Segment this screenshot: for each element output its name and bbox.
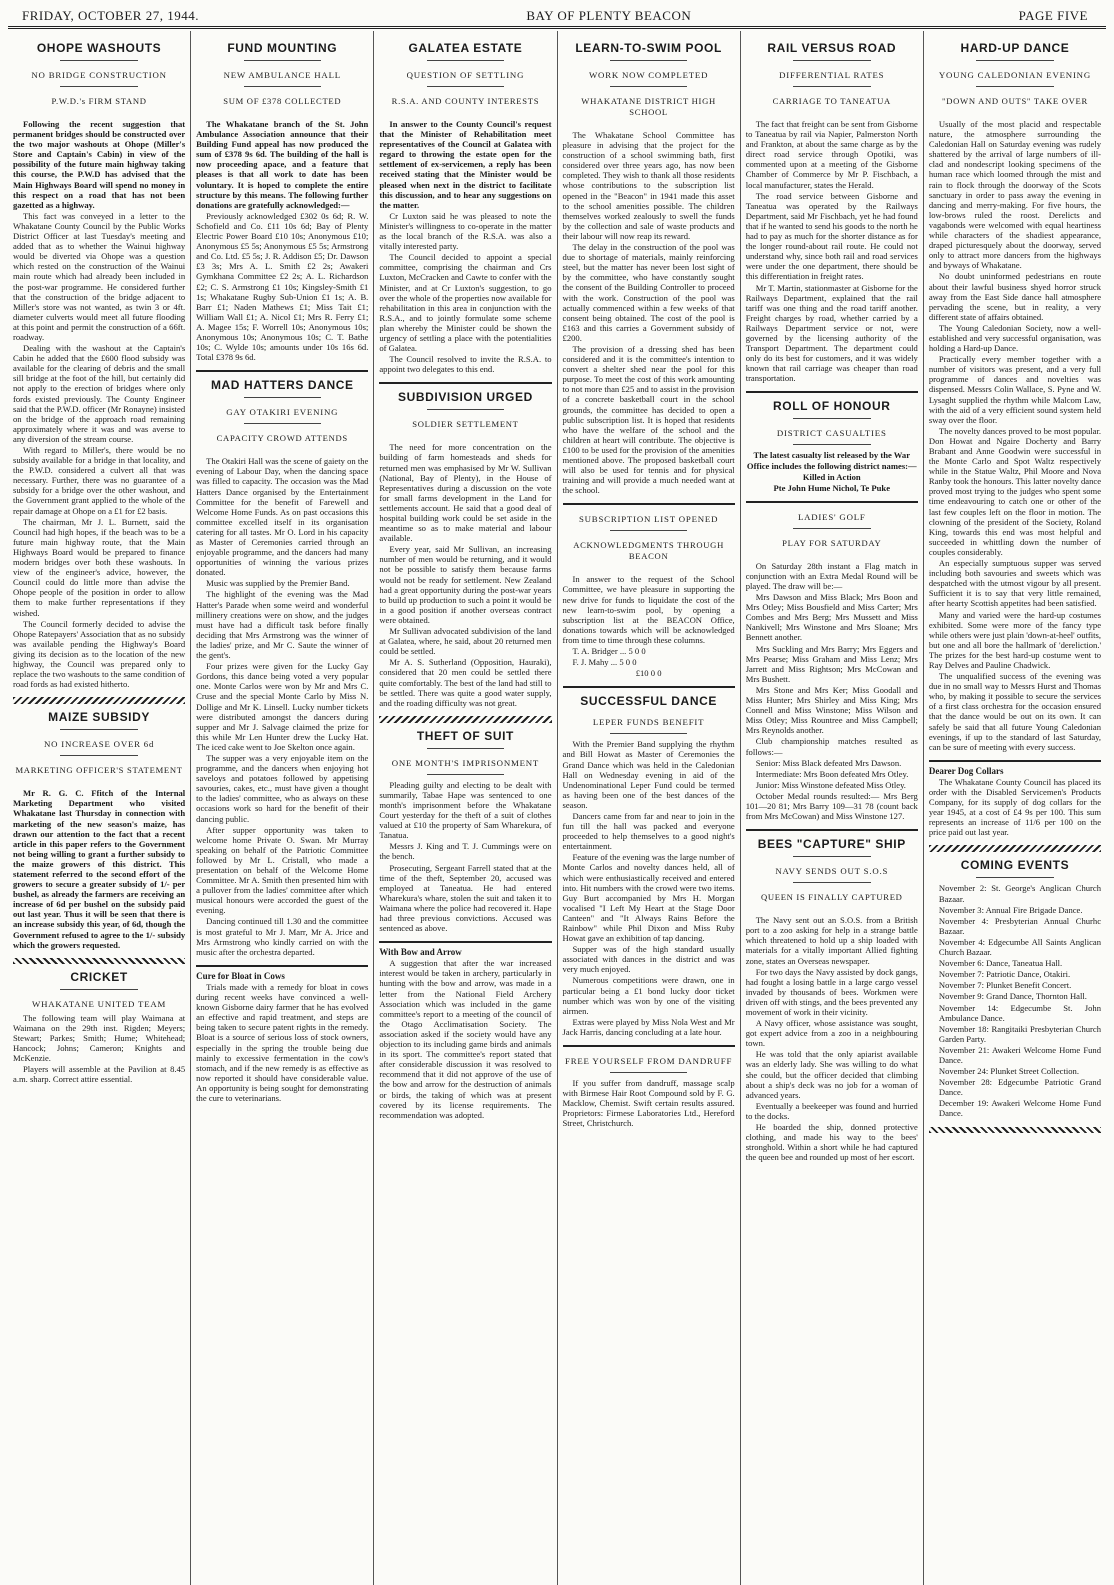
donation-line: F. J. Mahy ... 5 0 0 bbox=[572, 657, 637, 668]
section-divider bbox=[13, 958, 185, 964]
headline-theft-of-suit: THEFT OF SUIT bbox=[416, 728, 514, 743]
lead-paragraph: The latest casualty list released by the War Office includes the following district names:— bbox=[746, 450, 917, 471]
small-headline: With Bow and Arrow bbox=[379, 947, 462, 958]
paragraph: Mrs Dawson and Miss Black; Mrs Boon and Mrs Otley; Miss Bousfield and Miss Carter; Mrs Combes and Mrs Berg; Mrs Mussett and Miss Nankivell; Mrs Winstone and Mrs Sloane; Mrs Bennett another. bbox=[745, 592, 918, 643]
subhead: DIFFERENTIAL RATES bbox=[779, 70, 885, 80]
headline-subscription-list: SUBSCRIPTION LIST OPENED bbox=[578, 514, 719, 525]
event-item: November 4: Edgecumbe All Saints Anglican Church Bazaar. bbox=[938, 936, 1102, 958]
donation-total: £10 0 0 bbox=[635, 668, 662, 679]
headline-maize-subsidy: MAIZE SUBSIDY bbox=[48, 710, 150, 725]
subhead: MARKETING OFFICER'S STATEMENT bbox=[15, 765, 183, 776]
section-divider bbox=[379, 382, 551, 384]
paragraph: Senior: Miss Black defeated Mrs Dawson. bbox=[755, 757, 902, 768]
lead-paragraph: The Whakatane branch of the St. John Ambulance Association announce that their Building Fund appeal has now produced the sum of £378 9s 6d. The building of the hall is now proceeding apace, and a feature that pleases is that all work to date has been voluntary. It is hoped to complete the entire structure by this means. The following further donations are gratefully acknowledged:— bbox=[196, 119, 369, 210]
column-2 bbox=[191, 31, 374, 1585]
divider bbox=[60, 86, 137, 87]
paragraph: Junior: Miss Winstone defeated Miss Otley. bbox=[755, 779, 906, 790]
subhead: ACKNOWLEDGMENTS THROUGH BEACON bbox=[573, 540, 724, 562]
events-list bbox=[929, 883, 1101, 1118]
divider bbox=[610, 60, 687, 61]
paragraph: This fact was conveyed in a letter to the Whakatane County Council by the Public Works District Officer at last Tuesday's meeting and added that as to whether the Wainui highway would be diverted via Ohope was a question which rested on the construction of the Wainui main route which had already been included in the post-war programme. He considered further that the construction of the bridge adjacent to Miller's store was not wanted, as twin 3 or 4ft. diameter culverts would meet all future flooding at this point and permit the construction of a 66ft. roadway. bbox=[13, 210, 186, 342]
divider bbox=[793, 60, 870, 61]
divider bbox=[610, 530, 687, 531]
paragraph: The highlight of the evening was the Mad Hatter's Parade when some weird and wonderful millinery creations were on show, and the judges must have had a difficult task before finally deciding that Mrs Armstrong was the winner of the ladies' prize, and Mr C. Saute the winner of the gent's. bbox=[196, 589, 369, 661]
paragraph: Mrs Suckling and Mrs Barry; Mrs Eggers and Mrs Pearse; Miss Graham and Miss Lenz; Mrs Jarrett and Miss Rightson; Mrs McCowan and Mrs Bushett. bbox=[745, 643, 918, 684]
divider bbox=[976, 877, 1053, 878]
headline-cricket: CRICKET bbox=[70, 969, 128, 984]
section-divider bbox=[929, 845, 1101, 852]
subhead: WORK NOW COMPLETED bbox=[588, 70, 709, 80]
small-headline: Dearer Dog Collars bbox=[928, 765, 1004, 776]
paragraph: The Council decided to appoint a special committee, comprising the chairman and Crs Luxton, McCracken and Cawte to confer with the Minister, and at Cr Luxton's suggestion, to go over the whole of the properties now available for rehabilitation in this area in conjunction with the R.S.A., and to jointly formulate some scheme plan whereby the Minister could be shown the urgency of settling a place with the potentialities of Galatea. bbox=[379, 252, 552, 354]
headline-coming-events: COMING EVENTS bbox=[960, 858, 1070, 873]
donation-line: T. A. Bridger ... 5 0 0 bbox=[572, 646, 646, 657]
paragraph: The delay in the construction of the pool was due to shortage of materials, mainly reinforcing steel, but the matter has never been lost sight of by the committee, who have constantly sought the consent of the Building Controller to proceed with the work. Construction of the pool was actually commenced within a few weeks of that consent being obtained. The cost of the pool is £163 and this carries a Government subsidy of £200. bbox=[562, 242, 735, 343]
subhead: YOUNG CALEDONIAN EVENING bbox=[938, 70, 1091, 80]
subhead: NO BRIDGE CONSTRUCTION bbox=[31, 70, 167, 80]
paragraph: With the Premier Band supplying the rhythm and Bill Howat as Master of Ceremonies the Grand Dance which was held in the Caledonian Hall on Wednesday evening in aid of the Undenominational Leper Fund could be termed as having been one of the best dances of the season. bbox=[562, 739, 735, 810]
issue-date: FRIDAY, OCTOBER 27, 1944. bbox=[22, 8, 199, 23]
event-item: November 21: Awakeri Welcome Home Fund Dance. bbox=[938, 1044, 1102, 1065]
paragraph: Pleading guilty and electing to be dealt with summarily, Tabae Hape was sentenced to one month's imprisonment before the Whakatane Court yesterday for the theft of a suit of clothes valued at £10 the property of Sam Wharekura, of Tanatua. bbox=[379, 779, 552, 841]
subhead: NEW AMBULANCE HALL bbox=[223, 70, 341, 80]
subhead: CAPACITY CROWD ATTENDS bbox=[216, 433, 348, 444]
paragraph: An especially sumptuous supper was served including both savouries and sweets which was despatched with the utmost vigour by all present. Sufficient it is to say that very little remained, after hearty Scottish appetites had been satisfied. bbox=[928, 558, 1102, 609]
column-grid bbox=[8, 31, 1106, 1585]
paragraph: Usually of the most placid and respectable nature, the atmosphere surrounding the Caledonian Hall on Saturday evening was rudely shattered by the arrival of large numbers of ill-clad and nondescript looking specimens of the human race which loomed through the mist and rain to flock through the doorway of the Scots sanctuary in order to pass away the evening in dancing and merry-making. For five hours, the low-brows ruled the roost. Derelicts and vagabonds were welcomed with equal heartiness while characters of the shadiest appearance, draped picturesquely about the doorway, served only to attract more dancers from the highways and byways of Whakatane. bbox=[928, 119, 1102, 271]
paragraph: Previously acknowledged £302 0s 6d; R. W. Schofield and Co. £11 10s 6d; Bay of Plenty Electric Power Board £10 10s; Anonymous £10; Anonymous £5 5s; Anonymous £5 5s; Armstrong and Co. Ltd. £5 5s; J. R. Addison £5; Dr. Dawson £3 3s; Mrs A. L. Smith £2 2s; Awakeri Gymkhana Committee £2 2s; A. L. Richardson £2; C. S. Armstrong £1 10s; Kingsley-Smith £1 1s; Whakatane Rugby Sub-Union £1 1s; A. B. Barr £1; Naden Mathews £1; Miss Tait £1; William Wall £1; A. Nicol £1; Mrs R. Ferry £1; A. Magee 15s; F. Worrell 10s; Anonymous 10s; Anonymous 10s; Anonymous 10s; C. T. Bathe 10s; C. Wylde 10s; amounts under 10s 16s 6d. Total £378 9s 6d. bbox=[196, 210, 369, 363]
headline-dandruff-ad: FREE YOURSELF FROM DANDRUFF bbox=[565, 1056, 733, 1067]
paragraph: Mr T. Martin, stationmaster at Gisborne for the Railways Department, explained that the rail tariff was one thing and the road tariff another. Freight charges by road, whether carried by a Railways Department service or not, were governed by the licensing authority of the Transport Department. The department could only do its best for customers, and it was widely known that rail carriage was cheaper than road transportation. bbox=[745, 282, 918, 384]
paragraph: If you suffer from dandruff, massage scalp with Birmese Hair Root Compound sold by F. G. Macklow, Chemist. Swift certain results assured. Proprietors: Firmese Laboratories Ltd., Hereford Street, Christchurch. bbox=[562, 1078, 735, 1129]
section-divider bbox=[563, 503, 735, 505]
divider bbox=[976, 60, 1053, 61]
subhead: "DOWN AND OUTS" TAKE OVER bbox=[942, 96, 1088, 106]
paragraph: Practically every member together with a number of visitors was present, and a very full programme of dances and novelties was dispensed. Messrs Colin Wallace, S. Pyne and W. Lysaght supplied the rhythm while Malcom Law, with the aid of a very efficient sound system held sway over the floor. bbox=[928, 354, 1102, 425]
divider bbox=[60, 755, 137, 756]
headline-hard-up-dance: HARD-UP DANCE bbox=[960, 41, 1070, 55]
small-headline: Cure for Bloat in Cows bbox=[196, 970, 285, 981]
divider bbox=[244, 86, 321, 87]
event-item: November 18: Rangitaiki Presbyterian Church Garden Party. bbox=[938, 1023, 1102, 1044]
divider bbox=[244, 423, 321, 424]
divider bbox=[60, 729, 137, 730]
divider bbox=[60, 989, 137, 990]
page-number: PAGE FIVE bbox=[1018, 8, 1088, 23]
column-3 bbox=[374, 31, 557, 1585]
paragraph: Numerous competitions were drawn, one in particular being a £1 bond lucky door ticket number which was won by one of the visiting airmen. bbox=[562, 975, 735, 1016]
section-divider bbox=[929, 760, 1101, 762]
divider bbox=[793, 856, 870, 857]
masthead bbox=[8, 4, 1106, 29]
divider bbox=[427, 774, 504, 775]
section-divider bbox=[746, 391, 918, 393]
column-1 bbox=[8, 31, 191, 1585]
divider bbox=[244, 397, 321, 398]
subhead: R.S.A. AND COUNTY INTERESTS bbox=[391, 96, 540, 106]
section-divider bbox=[379, 716, 551, 723]
divider bbox=[427, 86, 504, 87]
divider bbox=[793, 444, 870, 445]
headline-bees-capture-ship: BEES "CAPTURE" SHIP bbox=[757, 837, 906, 852]
lead-paragraph: Mr R. G. C. Ffitch of the Internal Marketing Department who visited Whakatane last Thursday in connection with marketing of the new season's maize, has drawn our attention to the fact that a recent article in this paper refers to the Government not being willing to grant a further subsidy to the maize growers of this district. This statement referred to the second effort of the growers to secure a greater subsidy of 1/- per bushel, as already the farmers are receiving an increase of 6d per bushel on the subsidy paid out last year. Thus it will be seen that there is an increase subsidy this year, of 6d, though the Government refused to agree to the 1/- subsidy which the growers requested. bbox=[13, 788, 186, 950]
section-divider bbox=[746, 501, 918, 503]
event-item: November 7: Patriotic Dance, Otakiri. bbox=[938, 969, 1071, 980]
casualty-name: Pte John Hume Nichol, Te Puke bbox=[773, 482, 891, 493]
paragraph: The need for more concentration on the building of farm homesteads and sheds for returned men was emphasised by Mr W. Sullivan (National, Bay of Plenty), in the House of Representatives during a discussion on the vote for small farms development in the Land for settlements account. He said that a good deal of hospital building work could be set aside in the meantime so as to make material and labour available. bbox=[379, 442, 552, 544]
divider bbox=[244, 60, 321, 61]
headline-subdivision-urged: SUBDIVISION URGED bbox=[397, 390, 533, 405]
lead-paragraph: Following the recent suggestion that permanent bridges should be constructed over the two major washouts at Ohope (Miller's Store and Captain's Cabin) in view of the possibility of the future main highway taking this course, the P.W.D has advised that the Main Highways Board will spend no money in this respect on a road that has not been gazetted as a highway. bbox=[13, 119, 186, 210]
paragraph: A Navy officer, whose assistance was sought, got expert advice from a zoo in a neighbouring town. bbox=[745, 1018, 918, 1049]
divider bbox=[427, 409, 504, 410]
paragraph: The fact that freight can be sent from Gisborne to Taneatua by rail via Napier, Palmerston North and Frankton, at about the same charge as by the direct road service through Opotiki, was commented upon at a meeting of the Gisborne Chamber of Commerce by Mr P. Fischbach, a local manufacturer, states the Herald. bbox=[745, 119, 918, 190]
divider bbox=[60, 60, 137, 61]
paragraph: Cr Luxton said he was pleased to note the Minister's willingness to co-operate in the matter as the local branch of the R.S.A. was also a vitally interested party. bbox=[379, 210, 552, 252]
event-item: December 19: Awakeri Welcome Home Fund Dance. bbox=[938, 1098, 1102, 1119]
event-item: November 4: Presbyterian Annual Churhc Bazaar. bbox=[938, 915, 1102, 936]
section-divider bbox=[746, 829, 918, 831]
event-item: November 6: Dance, Taneatua Hall. bbox=[938, 958, 1063, 969]
paragraph: The Otakiri Hall was the scene of gaiety on the evening of Labour Day, when the dancing space was filled to capacity. The occasion was the Mad Hatters Dance organised by the Entertainment Committee for the benefit of Farewell and Welcome Home Funds. As on past occasions this committee excelled itself in its organisation catering for all tastes. Mr O. Lord in his capacity as Master of Ceremonies carried through an enjoyable programme, and the dancers had many opportunities of winning the various prizes donated. bbox=[196, 456, 369, 578]
event-item: November 24: Plunket Street Collection. bbox=[938, 1066, 1079, 1077]
paragraph: The chairman, Mr J. L. Burnett, said the Council had high hopes, if the beach was to be a future main highway route, that the Main Highways Board would be prepared to finance modern bridges over both these washouts. In view of the engineer's advice, however, the Council could do little more than advise the Ohope people of the position in order to allow them to make further representations if they wished. bbox=[13, 516, 186, 618]
paragraph: Mr A. S. Sutherland (Opposition, Hauraki), considered that 20 men could be settled there quite comfortably. The best of the land had still to be settled. There was quite a good water supply, and the roading difficulty was not great. bbox=[379, 657, 552, 708]
paragraph: Intermediate: Mrs Boon defeated Mrs Otley. bbox=[755, 768, 909, 779]
headline-successful-dance: SUCCESSFUL DANCE bbox=[580, 694, 717, 709]
section-divider bbox=[196, 370, 368, 372]
divider bbox=[610, 733, 687, 734]
paragraph: On Saturday 28th instant a Flag match in conjunction with an Extra Medal Round will be played. The draw will be:— bbox=[745, 560, 918, 591]
divider bbox=[793, 528, 870, 529]
subhead: NAVY SENDS OUT S.O.S bbox=[775, 866, 889, 877]
paragraph: Dancers came from far and near to join in the fun till the hall was packed and everyone proceeded to help themselves to a good night's entertainment. bbox=[562, 810, 735, 852]
paragraph: The supper was a very enjoyable item on the programme, and the dancers when enjoying hot saveloys and potatoes followed by appetising savouries, cakes, etc., must have given a thought to the ladies' committee, who as always on these occasions work so hard for the benefit of their dancing public. bbox=[196, 752, 369, 824]
headline-mad-hatters-dance: MAD HATTERS DANCE bbox=[210, 378, 354, 393]
subhead: SUM OF £378 COLLECTED bbox=[223, 96, 342, 106]
section-divider bbox=[929, 1127, 1101, 1133]
paragraph: Dealing with the washout at the Captain's Cabin he added that the £600 flood subsidy was available for the clearing of debris and the small sill bridge at the foot of the hill, but certainly did not apply to the erection of bridges where only fords existed previously. The County Engineer said that the P.W.D. officer (Mr Ronayne) insisted on the bridge of the approach road remaining approximately where it was and was averse to any diversion of the stream course. bbox=[13, 343, 186, 444]
paragraph: He boarded the ship, donned protective clothing, and made his way to the bees' stronghold. Within a short while he had captured the queen bee and rounded up most of her escort. bbox=[745, 1122, 918, 1163]
divider bbox=[610, 86, 687, 87]
divider bbox=[610, 1072, 687, 1073]
event-item: November 9: Grand Dance, Thornton Hall. bbox=[938, 991, 1087, 1002]
paragraph: After supper opportunity was taken to welcome home Private O. Swan. Mr Murray speaking on behalf of the Patriotic Committee followed by Mr L. Cristall, who made a presentation on behalf of the Welcome Home Committee. Mr A. Smith then presented him with a pullover from the ladies' committee after which musical honours were accorded the guest of the evening. bbox=[196, 824, 369, 916]
paragraph: The road service between Gisborne and Taneatua was operated by the Railways Department, said Mr Fischbach, yet he had found that if he wanted to send his goods to the north he had to pay as much for the shorter distance as for the longer round-about rail route. He could not understand why, since both rail and road services were under the one department, there should be this differentiation in freight rates. bbox=[745, 190, 918, 282]
paragraph: Extras were played by Miss Nola West and Mr Jack Harris, dancing concluding at a late hour. bbox=[562, 1016, 735, 1037]
paragraph: Prosecuting, Sergeant Farrell stated that at the time of the theft, September 20, accused was employed at Taneatua. He had entered Wharekura's whare, stolen the suit and taken it to Waimana where the police had recovered it. Hape had three previous convictions. Accused was sentenced as above. bbox=[379, 862, 552, 934]
paragraph: Trials made with a remedy for bloat in cows during recent weeks have convinced a well-known Gisborne dairy farmer that he has evolved an effective and rapid treatment, and steps are being taken to secure patent rights in the remedy. Bloat is a source of serious loss of stock owners, especially in the spring the trouble being due mainly to excessive fermentation in the cow's stomach, and if the new remedy is as effective as now reported it should have considerable value. An opportunity is being sought for demonstrating the cure to veterinarians. bbox=[196, 981, 369, 1103]
event-item: November 2: St. George's Anglican Church Bazaar. bbox=[938, 883, 1102, 904]
section-divider bbox=[563, 1045, 735, 1047]
paragraph: The Whakatane County Council has placed its order with the Disabled Servicemen's Products Company, for its supply of dog collars for the year 1945, at a cost of £4 9s per 100. This sum represents an increase of 11/6 per 100 on the price paid out last year. bbox=[928, 776, 1102, 838]
divider bbox=[793, 418, 870, 419]
paragraph: No doubt uninformed pedestrians en route about their lawful business shyed horror struck away from the East Side dance hall atmosphere pervading the scene, but in reality, a very different state of affairs obtained. bbox=[928, 271, 1102, 322]
paragraph: The provision of a dressing shed has been considered and it is the committee's intention to convert a shelter shed near the pool for this purpose. To meet the cost of this work amounting to not more than £25 and to assist in the provision of a concrete basketball court in the school grounds, the committee has decided to open a public subscription list. It is hoped that residents who have the welfare of the school and the children at heart will contribute. The objective is £100 to be used for the provision of the amenities mentioned above. The proposed basketball court will also be used for tennis and for physical training and will provide a much needed want at the school. bbox=[562, 343, 735, 496]
subhead: GAY OTAKIRI EVENING bbox=[226, 407, 339, 418]
subhead: SOLDIER SETTLEMENT bbox=[412, 419, 519, 430]
column-4 bbox=[558, 31, 741, 1585]
subhead: NO INCREASE OVER 6d bbox=[43, 739, 155, 750]
event-item: November 28: Edgecumbe Patriotic Grand Dance. bbox=[938, 1077, 1102, 1098]
section-divider bbox=[379, 941, 551, 943]
subhead: WHAKATANE UNITED TEAM bbox=[31, 998, 167, 1009]
paragraph: Club championship matches resulted as follows:— bbox=[745, 736, 918, 757]
paragraph: The unqualified success of the evening was due in no small way to Messrs Hurst and Thomas who, by making it possible to secure the services of a first class orchestra for the occasion ensured that the dance would be out on its own. It can safely be said that all future Young Caledonian evenings, if up to the standard of last Saturday, can be sure of meeting with every success. bbox=[928, 671, 1102, 752]
section-divider bbox=[563, 686, 735, 688]
paragraph: October Medal rounds resulted:— Mrs Berg 101—20 81; Mrs Barry 109—31 78 (count back from Mrs McCowan) and Miss Winstone 127. bbox=[745, 790, 918, 822]
headline-learn-to-swim-pool: LEARN-TO-SWIM POOL bbox=[575, 41, 722, 55]
headline-rail-versus-road: RAIL VERSUS ROAD bbox=[767, 41, 897, 55]
divider bbox=[427, 60, 504, 61]
section-divider bbox=[196, 965, 368, 967]
divider bbox=[976, 86, 1053, 87]
headline-fund-mounting: FUND MOUNTING bbox=[227, 41, 338, 55]
paragraph: With regard to Miller's, there would be no subsidy available for a bridge in that locality, and the P.W.D. considered a culvert all that was necessary. Further, there was no guarantee of a subsidy for a bridge over the other washout, and the Government grant applied to the whole of the repair damage at Ohope on a £1 for £2 basis. bbox=[13, 445, 186, 516]
event-item: November 7: Plunket Benefit Concert. bbox=[938, 980, 1072, 991]
subhead: CARRIAGE TO TANEATUA bbox=[772, 96, 891, 106]
subhead: ONE MONTH'S IMPRISONMENT bbox=[391, 757, 540, 768]
subhead: PLAY FOR SATURDAY bbox=[782, 537, 882, 548]
paragraph: The Navy sent out an S.O.S. from a British port to a zoo asking for help in a strange battle which threatened to hold up a ship loaded with materials for a vitally important Allied fighting zone, states an Overseas newspaper. bbox=[745, 915, 918, 966]
paragraph: Music was supplied by the Premier Band. bbox=[206, 578, 350, 589]
lead-paragraph: In answer to the County Council's request that the Minister of Rehabilitation meet representatives of the Council at Galatea with regard to throwing the estate open for the settlement of ex-servicemen, a reply has been received stating that the Minister would be pleased when next in the district to facilitate this discussion, and to hear any suggestions on the matter. bbox=[379, 119, 552, 210]
subhead: QUESTION OF SETTLING bbox=[406, 70, 525, 80]
headline-ohope-washouts: OHOPE WASHOUTS bbox=[36, 41, 162, 55]
paragraph: Feature of the evening was the large number of Monte Carlos and novelty dances held, all of which were enthusiastically received and entered into. Hit numbers with the crowd were two items. Guy Burt accompanied by Mrs H. Morgan vocalised "I Left My Heart at the Stage Door Canteen" and "It Always Rains Before the Rainbow" while Phil Dixon and Miss Ruby Howat gave an exhibition of tap dancing. bbox=[562, 852, 735, 944]
casualty-heading: Killed in Action bbox=[802, 471, 861, 482]
paragraph: For two days the Navy assisted by dock gangs, had fought a losing battle in a large cargo vessel invaded by thousands of bees. Workmen were driven off with stings, and the bees prevented any movement of work in their vicinity. bbox=[745, 966, 918, 1017]
subhead: QUEEN IS FINALLY CAPTURED bbox=[760, 892, 903, 903]
headline-ladies-golf: LADIES' GOLF bbox=[797, 511, 866, 522]
column-5 bbox=[741, 31, 924, 1585]
paragraph: Four prizes were given for the Lucky Gay Gordons, this dance being voted a very popular one. Monte Carlos were won by Mr and Mrs C. Cruse and the special Monte Carlo by Miss N. Dollige and Mr K. Linsell. Lucky number tickets were distributed amongst the dancers during supper and Mr J. Salvage claimed the prize for this while Mr Len Hunter drew the Lucky Hat. The iced cake went to Joe Skelton once again. bbox=[196, 661, 369, 752]
paragraph: The Whakatane School Committee has pleasure in advising that the project for the construction of a school swimming bath, first considered over three years ago, has now been completed. They wish to thank all those residents whose contributions to the subscription list opened in the "Beacon" in 1941 made this asset to the school amenities possible. The children themselves worked zealously to swell the funds by the collection and sale of waste products and their labour will now reap its reward. bbox=[562, 130, 735, 241]
paragraph: The Council formerly decided to advise the Ohope Ratepayers' Association that as no subsidy was available pending the Highway's Board giving its decision as to the location of the new highway, the Council was prepared only to replace the two washouts to the same condition of road fords as had existed hitherto. bbox=[13, 618, 186, 690]
paragraph: A suggestion that after the war increased interest would be taken in archery, particularly in hunting with the bow and arrow, was made in a letter from the National Field Archery Association which was included in the game committee's report to a meeting of the council of the Otago Acclimatisation Society. The association asked if the society would have any objection to its including game birds and animals in its sport. The committee's report stated that after considerable discussion it was resolved to recommend that it did not approve of the use of the bow and arrow for the destruction of animals or birds, the taking of which was at present covered by its license requirements. The recommendation was adopted. bbox=[379, 958, 552, 1120]
event-item: November 14: Edgecumbe St. John Ambulance Dance. bbox=[938, 1002, 1102, 1023]
paragraph: The following team will play Waimana at Waimana on the 29th inst. Rigden; Meyers; Stewart; Parkes; Smith; Hume; Whitehead; Hancock; Johns; Cameron; Knights and McKenzie. bbox=[13, 1012, 186, 1064]
divider bbox=[793, 882, 870, 883]
paragraph: The novelty dances proved to be most popular. Don Howat and Ngaire Docherty and Barry Brabant and Anne Goodwin were successful in the Monte Carlo and Spot Waltz respectively while in the Statue Waltz, Phil Moore and Nova Ranby took the honours. This latter novelty dance proved most trying to the judges who spent some time endeavouring to catch one or other of the last few couples left on the floor in motion. The clowning of the president of the Society, Roland King, towards this end was most helpful and succeeded in whittling down the number of couples considerably. bbox=[928, 425, 1102, 557]
paragraph: Dancing continued till 1.30 and the committee is most grateful to Mr J. Marr, Mr A. Jrice and Mrs Armstrong who kindly carried on with the music after the orchestra departed. bbox=[196, 916, 369, 957]
event-item: November 3: Annual Fire Brigade Dance. bbox=[938, 904, 1083, 915]
paragraph: Players will assemble at the Pavilion at 8.45 a.m. sharp. Correct attire essential. bbox=[13, 1064, 186, 1085]
paper-name: BAY OF PLENTY BEACON bbox=[526, 8, 692, 23]
divider bbox=[427, 748, 504, 749]
column-6 bbox=[924, 31, 1106, 1585]
subhead: P.W.D.'s FIRM STAND bbox=[51, 96, 147, 106]
paragraph: Every year, said Mr Sullivan, an increasing number of men would be returning, and it would not be possible to satisfy them because farms would not be ready for settlement. New Zealand had a great opportunity during the post-war years to build up production to such a point it would be in a good position if another overseas contract were obtained. bbox=[379, 544, 552, 625]
paragraph: He was told that the only apiarist available was an elderly lady. She was willing to do what she could, but the officer decided that climbing about a ship's deck was no job for a woman of advanced years. bbox=[745, 1049, 918, 1100]
paragraph: Mrs Stone and Mrs Ker; Miss Goodall and Miss Hunter; Mrs Shirley and Miss King; Mrs Connell and Miss Winstone; Miss Wilson and Miss Otley; Miss Rountree and Miss Campbell; Mrs Reynolds another. bbox=[745, 684, 918, 736]
headline-roll-of-honour: ROLL OF HONOUR bbox=[773, 399, 891, 414]
paragraph: In answer to the request of the School Committee, we have pleasure in supporting the new drive for funds to liquidate the cost of the new learn-to-swim pool, by opening a subscription list at the BEACON Office, donations towards which will be acknowledged from time to time through these columns. bbox=[562, 574, 735, 645]
divider bbox=[793, 86, 870, 87]
subhead: LEPER FUNDS BENEFIT bbox=[592, 717, 705, 728]
section-divider bbox=[13, 697, 185, 704]
paragraph: The Council resolved to invite the R.S.A. to appoint two delegates to this end. bbox=[379, 354, 552, 375]
paragraph: Eventually a beekeeper was found and hurried to the docks. bbox=[745, 1100, 918, 1121]
paragraph: Many and varied were the hard-up costumes exhibited. Some were more of the fancy type while others were just plain 'down-at-heel' outfits, but one and all bore the hallmark of 'dereliction.' The prizes for the best hard-up costume went to Ray Delves and Pauline Chadwick. bbox=[928, 609, 1102, 670]
paragraph: Supper was of the high standard usually associated with dances in the district and was very much enjoyed. bbox=[562, 944, 735, 975]
headline-galatea-estate: GALATEA ESTATE bbox=[408, 41, 523, 55]
paragraph: Mr Sullivan advocated subdivision of the land at Galatea, where, he said, about 20 returned men could be settled. bbox=[379, 626, 552, 657]
subhead: DISTRICT CASUALTIES bbox=[776, 428, 887, 439]
subhead: WHAKATANE DISTRICT HIGH SCHOOL bbox=[581, 96, 716, 117]
paragraph: Messrs J. King and T. J. Cummings were on the bench. bbox=[379, 841, 552, 862]
paragraph: The Young Caledonian Society, now a well-established and very successful organisation, was holding a Hard-up Dance. bbox=[928, 322, 1102, 354]
